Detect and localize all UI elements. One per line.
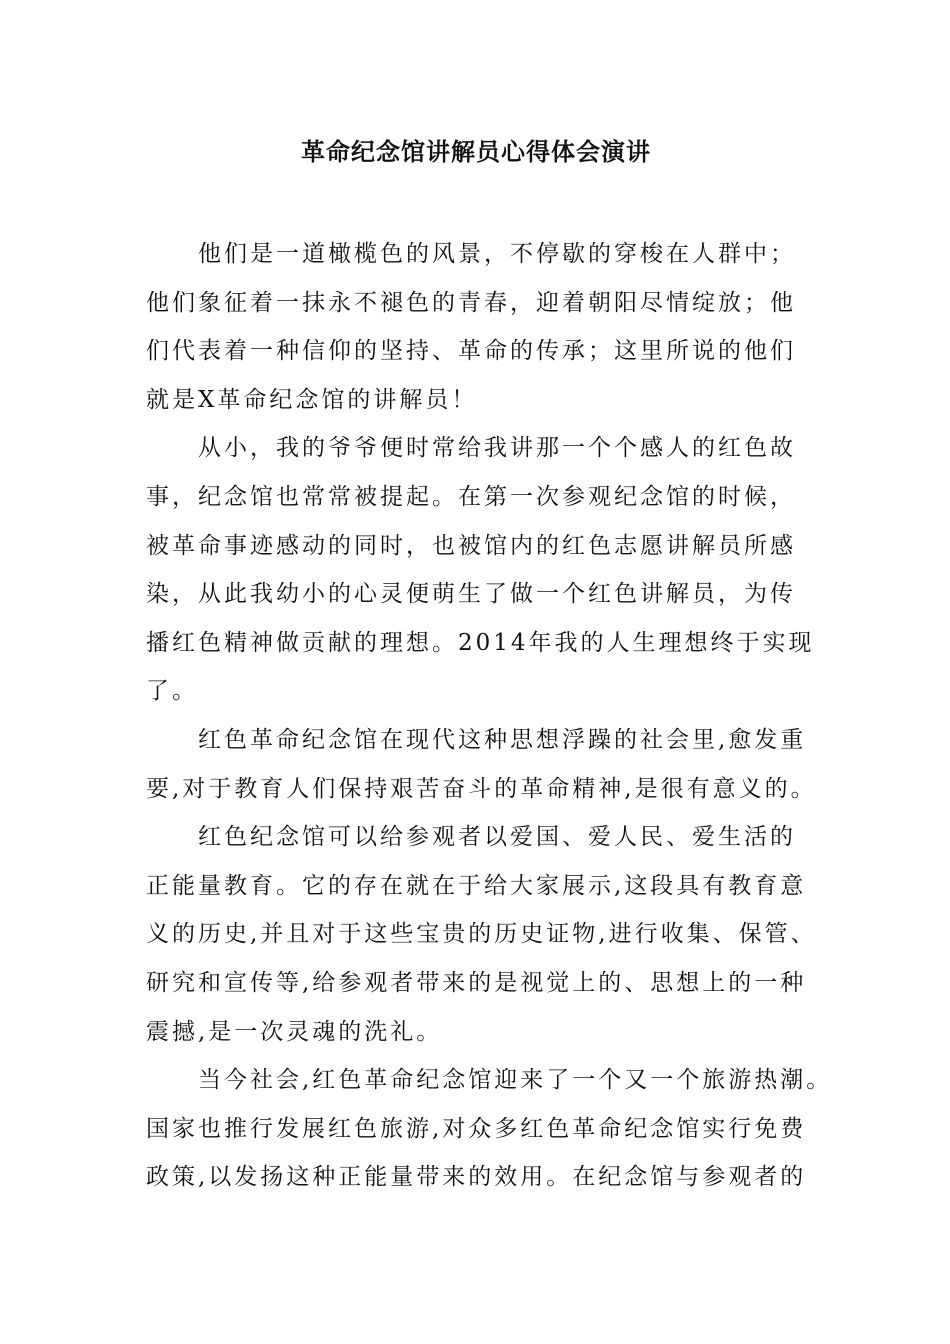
- text-line: 们代表着一种信仰的坚持、革命的传承；这里所说的他们: [146, 338, 796, 365]
- text-line: 震撼,是一次灵魂的洗礼。: [146, 1018, 443, 1045]
- text-line: 国家也推行发展红色旅游,对众多红色革命纪念馆实行免费: [146, 1115, 807, 1142]
- document-body: [146, 230, 833, 1202]
- text-line: 事，纪念馆也常常被提起。在第一次参观纪念馆的时候，: [146, 483, 796, 510]
- text-line: 要,对于教育人们保持艰苦奋斗的革命精神,是很有意义的。: [146, 775, 817, 802]
- text-line: 从小，我的爷爷便时常给我讲那一个个感人的红色故: [198, 435, 796, 462]
- text-line: 被革命事迹感动的同时，也被馆内的红色志愿讲解员所感: [146, 532, 796, 559]
- text-line: 研究和宣传等,给参观者带来的是视觉上的、思想上的一种: [146, 969, 807, 996]
- text-line: 义的历史,并且对于这些宝贵的历史证物,进行收集、保管、: [146, 921, 817, 948]
- text-line: 就是X革命纪念馆的讲解员！: [146, 386, 478, 413]
- text-line: 他们象征着一抹永不褪色的青春，迎着朝阳尽情绽放；他: [146, 289, 796, 316]
- text-line: 染，从此我幼小的心灵便萌生了做一个红色讲解员，为传: [146, 581, 796, 608]
- text-line: 当今社会,红色革命纪念馆迎来了一个又一个旅游热潮。: [198, 1067, 833, 1094]
- document-title: 革命纪念馆讲解员心得体会演讲: [301, 137, 651, 166]
- text-line: 政策,以发扬这种正能量带来的效用。在纪念馆与参观者的: [146, 1164, 807, 1191]
- text-line: 红色革命纪念馆在现代这种思想浮躁的社会里,愈发重: [198, 726, 807, 753]
- text-line: 他们是一道橄榄色的风景，不停歇的穿梭在人群中；: [198, 241, 796, 267]
- text-line: 红色纪念馆可以给参观者以爱国、爱人民、爱生活的: [198, 824, 796, 851]
- text-line: 播红色精神做贡献的理想。2014年我的人生理想终于实现: [146, 629, 815, 656]
- text-line: 了。: [146, 678, 198, 705]
- text-line: 正能量教育。它的存在就在于给大家展示,这段具有教育意: [146, 872, 807, 899]
